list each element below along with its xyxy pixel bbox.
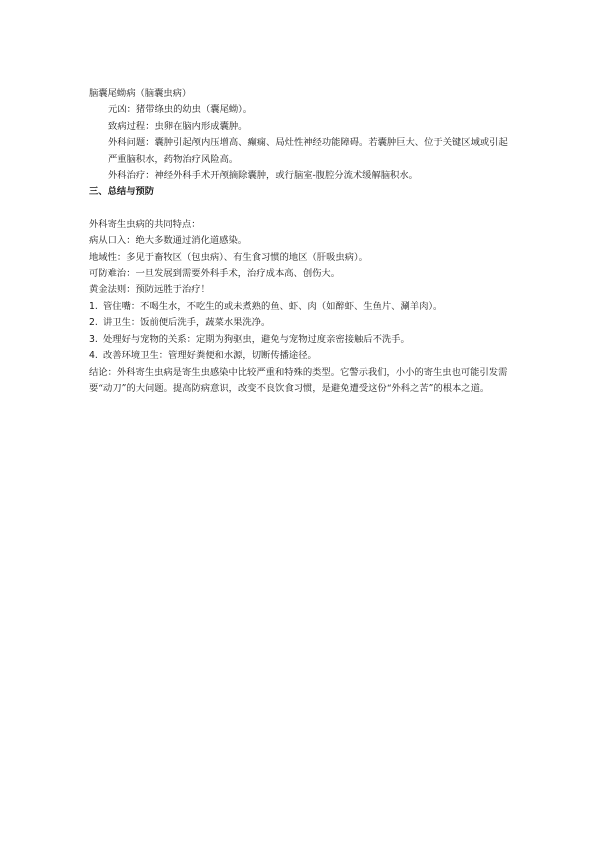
prevention-rule (89, 315, 509, 331)
rule-number: 1. (89, 300, 98, 312)
prevention-rule (89, 348, 509, 364)
pathogenesis-line: 致病过程：虫卵在脑内形成囊肿。 (108, 120, 248, 132)
feature-line: 黄金法则：预防远胜于治疗！ (89, 284, 210, 296)
features-intro: 外科寄生虫病的共同特点： (89, 218, 201, 230)
rule-number: 2. (89, 317, 98, 329)
rule-text: 讲卫生：饭前便后洗手，蔬菜水果洗净。 (102, 317, 271, 329)
prevention-rule (89, 299, 509, 315)
blank-line (89, 201, 509, 217)
conclusion-paragraph: 结论：外科寄生虫病是寄生虫感染中比较严重和特殊的类型。它警示我们，小小的寄生虫也可能引发需要“动刀”的大问题。提高防病意识，改变不良饮食习惯，是避免遭受这份“外科之苦”的根本之道。 (89, 366, 508, 394)
rule-number: 4. (89, 350, 98, 362)
feature-line: 可防难治：一旦发展到需要外科手术，治疗成本高、创伤大。 (89, 268, 341, 280)
feature-line: 病从口入：绝大多数通过消化道感染。 (89, 235, 248, 247)
rule-text: 处理好与宠物的关系：定期为狗驱虫，避免与宠物过度亲密接触后不洗手。 (102, 333, 410, 345)
surgical-problem-paragraph: 外科问题：囊肿引起颅内压增高、癫痫、局灶性神经功能障碍。若囊肿巨大、位于关键区域或引起严重脑积水，药物治疗风险高。 (108, 137, 508, 165)
disease-title: 脑囊尾蚴病（脑囊虫病） (89, 88, 192, 99)
section-heading: 三、总结与预防 (89, 186, 155, 198)
cause-line: 元凶：猪带绦虫的幼虫（囊尾蚴）。 (108, 104, 253, 116)
rule-text: 改善环境卫生：管理好粪便和水源，切断传播途径。 (102, 350, 317, 362)
rule-number: 3. (89, 333, 98, 345)
rule-text: 管住嘴：不喝生水，不吃生的或未煮熟的鱼、虾、肉（如醉虾、生鱼片、涮羊肉）。 (102, 300, 443, 312)
surgical-treatment-line: 外科治疗：神经外科手术开颅摘除囊肿，或行脑室-腹腔分流术缓解脑积水。 (108, 170, 418, 182)
feature-line: 地域性：多见于畜牧区（包虫病）、有生食习惯的地区（肝吸虫病）。 (89, 251, 368, 263)
document-body (89, 86, 509, 397)
prevention-rule (89, 332, 509, 348)
